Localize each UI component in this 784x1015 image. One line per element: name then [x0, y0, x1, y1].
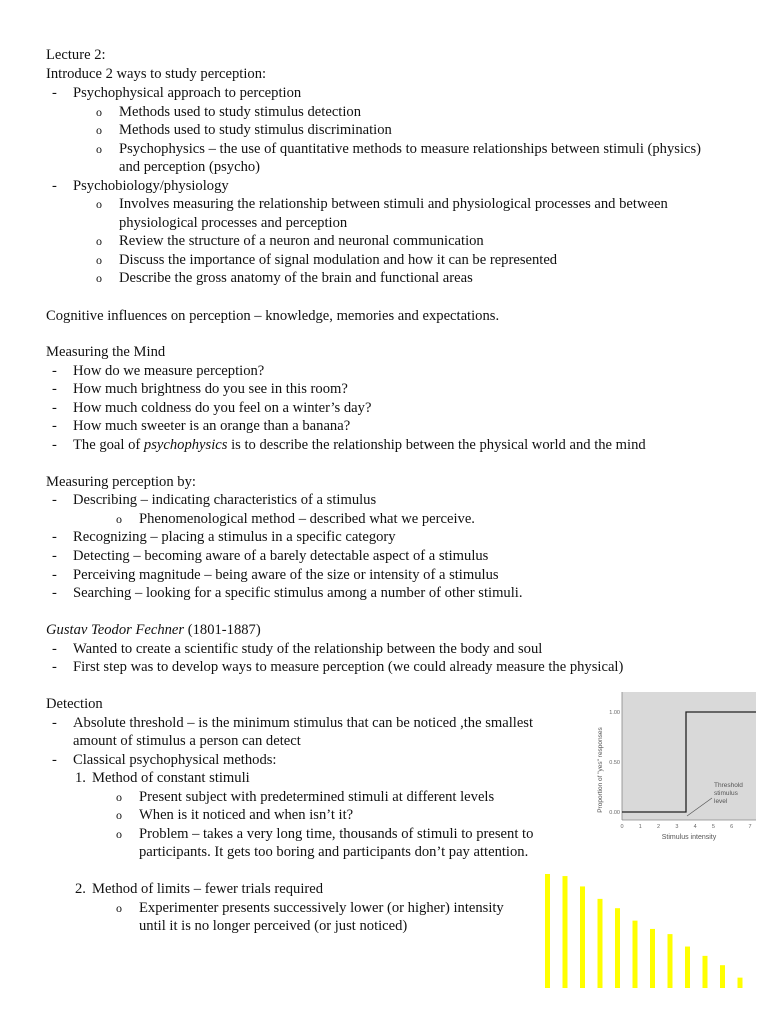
- method-title: Method of constant stimuli: [92, 770, 250, 786]
- fechner-years: (1801-1887): [184, 622, 261, 638]
- bullet-marker: o: [116, 827, 122, 841]
- yellow-bar: [720, 965, 725, 988]
- section-heading: Detection: [46, 696, 103, 712]
- list-item: Recognizing – placing a stimulus in a specific category: [73, 529, 396, 545]
- x-tick-label: 7: [748, 824, 752, 830]
- list-item: Present subject with predetermined stimuli at different levels: [139, 789, 495, 805]
- y-tick-label: 1.00: [609, 710, 620, 716]
- plot-background: [622, 692, 756, 820]
- annotation-line: level: [714, 798, 728, 805]
- threshold-chart: [592, 690, 760, 842]
- dash-marker: -: [52, 548, 57, 564]
- cognitive-line: Cognitive influences on perception – knowledge, memories and expectations.: [46, 308, 500, 324]
- goal-emphasis: psychophysics: [143, 437, 228, 453]
- x-tick-label: 2: [657, 824, 661, 830]
- dash-marker: -: [52, 178, 57, 194]
- dash-marker: -: [52, 567, 57, 583]
- yellow-bar: [580, 886, 585, 988]
- dash-marker: -: [52, 659, 57, 675]
- dash-marker: -: [52, 715, 57, 731]
- bullet-marker: o: [96, 123, 102, 137]
- x-axis-label: Stimulus intensity: [661, 834, 717, 841]
- dash-marker: -: [52, 752, 57, 768]
- list-item-continuation: and perception (psycho): [119, 159, 261, 175]
- list-item: Involves measuring the relationship between stimuli and physiological processes and between: [119, 196, 668, 212]
- goal-text: The goal of: [73, 437, 144, 453]
- dash-marker: -: [52, 381, 57, 397]
- dash-marker: -: [52, 437, 57, 453]
- bullet-marker: o: [116, 790, 122, 804]
- bullet-marker: o: [96, 271, 102, 285]
- yellow-bar: [685, 947, 690, 988]
- list-item: Problem – takes a very long time, thousands of stimuli to present to: [139, 826, 534, 842]
- dash-marker: -: [52, 85, 57, 101]
- y-axis-label: Proportion of "yes" responses: [597, 727, 604, 813]
- psychophysical-heading: Psychophysical approach to perception: [73, 85, 302, 101]
- dash-marker: -: [52, 418, 57, 434]
- list-item: Discuss the importance of signal modulation and how it can be represented: [119, 252, 558, 268]
- fechner-heading: [46, 621, 261, 640]
- y-tick-label: 0.50: [609, 760, 620, 766]
- list-item: How much brightness do you see in this room?: [73, 381, 348, 397]
- yellow-bar: [633, 921, 638, 988]
- list-item: When is it noticed and when isn’t it?: [139, 807, 354, 823]
- dash-marker: -: [52, 585, 57, 601]
- method-number: 2.: [75, 881, 86, 897]
- yellow-bar: [598, 899, 603, 988]
- section-heading: Measuring perception by:: [46, 474, 196, 490]
- method-title: Method of limits – fewer trials required: [92, 881, 324, 897]
- dash-marker: -: [52, 529, 57, 545]
- yellow-bar: [738, 978, 743, 988]
- x-tick-label: 4: [693, 824, 697, 830]
- x-tick-label: 1: [638, 824, 642, 830]
- list-item: Detecting – becoming aware of a barely detectable aspect of a stimulus: [73, 548, 489, 564]
- list-item: How do we measure perception?: [73, 363, 265, 379]
- list-item: Classical psychophysical methods:: [73, 752, 277, 768]
- list-item: How much coldness do you feel on a winter’s day?: [73, 400, 372, 416]
- dash-marker: -: [52, 641, 57, 657]
- intro-line: Introduce 2 ways to study perception:: [46, 66, 267, 82]
- list-item: Absolute threshold – is the minimum stimulus that can be noticed ,the smallest: [73, 715, 534, 731]
- list-item-continuation: amount of stimulus a person can detect: [73, 733, 301, 749]
- yellow-bar: [563, 876, 568, 988]
- fechner-name: Gustav Teodor Fechner: [46, 622, 185, 638]
- list-item-continuation: physiological processes and perception: [119, 215, 348, 231]
- yellow-bar: [650, 929, 655, 988]
- annotation-line: Threshold: [714, 782, 743, 789]
- yellow-bar-chart: [540, 870, 750, 988]
- psychobio-heading: Psychobiology/physiology: [73, 178, 229, 194]
- lecture-title: Lecture 2:: [46, 47, 106, 63]
- list-item: Phenomenological method – described what we perceive.: [139, 511, 475, 527]
- bullet-marker: o: [116, 901, 122, 915]
- method-number: 1.: [75, 770, 86, 786]
- list-item: Methods used to study stimulus detection: [119, 104, 362, 120]
- list-item: Searching – looking for a specific stimulus among a number of other stimuli.: [73, 585, 523, 601]
- bullet-marker: o: [116, 808, 122, 822]
- list-item: Describing – indicating characteristics of a stimulus: [73, 492, 377, 508]
- list-item: First step was to develop ways to measure perception (we could already measure the physical): [73, 659, 624, 675]
- x-tick-label: 5: [711, 824, 715, 830]
- y-tick-label: 0.00: [609, 810, 620, 816]
- list-item: Describe the gross anatomy of the brain and functional areas: [119, 270, 473, 286]
- yellow-bar: [615, 908, 620, 988]
- list-item: Psychophysics – the use of quantitative methods to measure relationships between stimuli (physics): [119, 141, 702, 157]
- x-tick-label: 3: [675, 824, 679, 830]
- section-heading: Measuring the Mind: [46, 344, 166, 360]
- yellow-bar: [703, 956, 708, 988]
- list-item: How much sweeter is an orange than a banana?: [73, 418, 351, 434]
- list-item: Wanted to create a scientific study of the relationship between the body and soul: [73, 641, 543, 657]
- goal-line: [73, 436, 646, 455]
- bullet-marker: o: [96, 105, 102, 119]
- list-item: Review the structure of a neuron and neuronal communication: [119, 233, 484, 249]
- annotation-line: stimulus: [714, 790, 738, 797]
- list-item: Methods used to study stimulus discrimination: [119, 122, 392, 138]
- bullet-marker: o: [116, 512, 122, 526]
- x-tick-label: 6: [730, 824, 734, 830]
- x-tick-label: 0: [620, 824, 624, 830]
- list-item-continuation: until it is no longer perceived (or just noticed): [139, 918, 408, 934]
- dash-marker: -: [52, 400, 57, 416]
- list-item-continuation: participants. It gets too boring and participants don’t pay attention.: [139, 844, 529, 860]
- list-item: Experimenter presents successively lower (or higher) intensity: [139, 900, 504, 916]
- dash-marker: -: [52, 492, 57, 508]
- bullet-marker: o: [96, 253, 102, 267]
- bullet-marker: o: [96, 234, 102, 248]
- yellow-bar: [545, 874, 550, 988]
- bullet-marker: o: [96, 142, 102, 156]
- list-item: Perceiving magnitude – being aware of the size or intensity of a stimulus: [73, 567, 499, 583]
- bullet-marker: o: [96, 197, 102, 211]
- dash-marker: -: [52, 363, 57, 379]
- yellow-bar: [668, 934, 673, 988]
- goal-text-rest: is to describe the relationship between the physical world and the mind: [227, 437, 646, 453]
